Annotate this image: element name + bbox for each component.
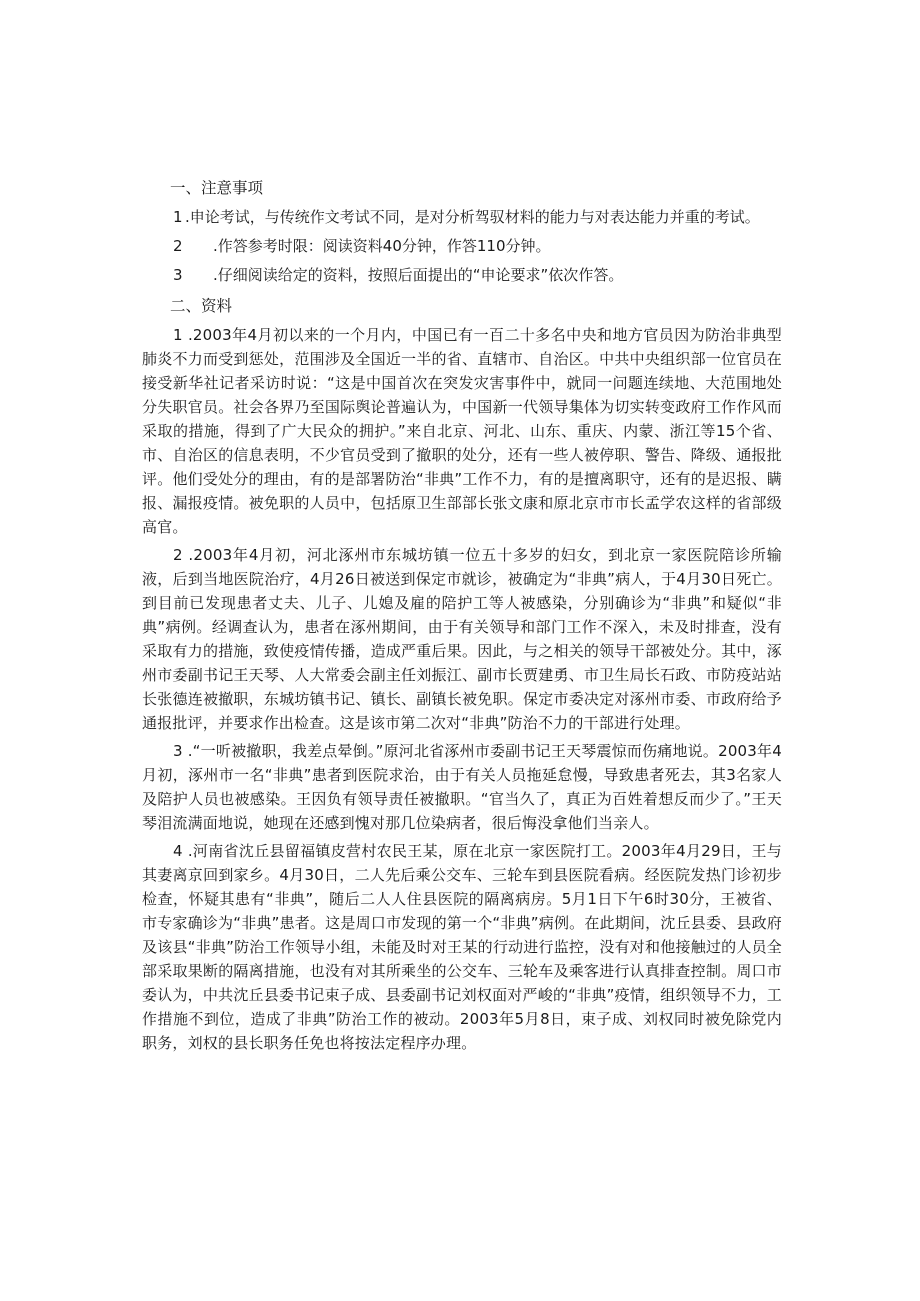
note-item-1 (173, 203, 782, 232)
note-number: 2 (173, 237, 183, 255)
note-text: .申论考试，与传统作文考试不同，是对分析驾驭材料的能力与对表达能力并重的考试。 (185, 208, 760, 226)
note-text: .作答参考时限：阅读资料40分钟，作答110分钟。 (213, 237, 551, 255)
material-paragraph-3: 3 .“一听被撤职，我差点晕倒。”原河北省涿州市委副书记王天琴震惊而伤痛地说。2003年4月初，涿州市一名“非典”患者到医院求治，由于有关人员拖延怠慢，导致患者死去，其3名家人及陪护人员也被感染。王因负有领导责任被撤职。“官当久了，真正为百姓着想反而少了。”王天琴泪流满面地说，她现在还感到愧对那几位染病者，很后悔没拿他们当亲人。 (142, 742, 782, 832)
note-item-2 (173, 232, 782, 261)
material-paragraph-4: 4 .河南省沈丘县留福镇皮营村农民王某，原在北京一家医院打工。2003年4月29日，王与其妻离京回到家乡。4月30日，二人先后乘公交车、三轮车到县医院看病。经医院发热门诊初步检查，怀疑其患有“非典”，随后二人人住县医院的隔离病房。5月1日下午6时30分，王被省、市专家确诊为“非典”患者。这是周口市发现的第一个“非典”病例。在此期间，沈丘县委、县政府及该县“非典”防治工作领导小组，未能及时对王某的行动进行监控，没有对和他接触过的人员全部采取果断的隔离措施，也没有对其所乘坐的公交车、三轮车及乘客进行认真排查控制。周口市委认为，中共沈丘县委书记束子成、县委副书记刘权面对严峻的“非典”疫情，组织领导不力，工作措施不到位，造成了非典”防治工作的被动。2003年5月8日，束子成、刘权同时被免除党内职务，刘权的县长职务任免也将按法定程序办理。 (142, 842, 782, 1052)
note-number: 1 (173, 208, 183, 226)
section-heading-materials: 二、资料 (170, 297, 233, 315)
note-item-3 (173, 261, 782, 290)
material-paragraph-2: 2 .2003年4月初，河北涿州市东城坊镇一位五十多岁的妇女，到北京一家医院陪诊所输液，后到当地医院治疗，4月26日被送到保定市就诊，被确定为“非典”病人，于4月30日死亡。到目前已发现患者丈夫、儿子、儿媳及雇的陪护工等人被感染，分别确诊为“非典”和疑似“非典”病例。经调查认为，患者在涿州期间，由于有关领导和部门工作不深入，未及时排查，没有采取有力的措施，致使疫情传播，造成严重后果。因此，与之相关的领导干部被处分。其中，涿州市委副书记王天琴、人大常委会副主任刘振江、副市长贾建勇、市卫生局长石政、市防疫站站长张德连被撤职，东城坊镇书记、镇长、副镇长被免职。保定市委决定对涿州市委、市政府给予通报批评，并要求作出检查。这是该市第二次对“非典”防治不力的干部进行处理。 (142, 546, 782, 732)
material-paragraph-1: 1 .2003年4月初以来的一个月内，中国已有一百二十多名中央和地方官员因为防治非典型肺炎不力而受到惩处，范围涉及全国近一半的省、直辖市、自治区。中共中央组织部一位官员在接受新华社记者采访时说：“这是中国首次在突发灾害事件中，就同一问题连续地、大范围地处分失职官员。社会各界乃至国际舆论普遍认为，中国新一代领导集体为切实转变政府工作作风而采取的措施，得到了广大民众的拥护。”来自北京、河北、山东、重庆、内蒙、浙江等15个省、市、自治区的信息表明，不少官员受到了撤职的处分，还有一些人被停职、警告、降级、通报批评。他们受处分的理由，有的是部署防治“非典”工作不力，有的是擅离职守，还有的是迟报、瞒报、漏报疫情。被免职的人员中，包括原卫生部部长张文康和原北京市市长孟学农这样的省部级高官。 (142, 326, 782, 536)
document-page (142, 172, 782, 1055)
section-heading-notes: 一、注意事项 (170, 179, 264, 197)
note-number: 3 (173, 266, 183, 284)
note-text: .仔细阅读给定的资料，按照后面提出的“申论要求”依次作答。 (213, 266, 624, 284)
